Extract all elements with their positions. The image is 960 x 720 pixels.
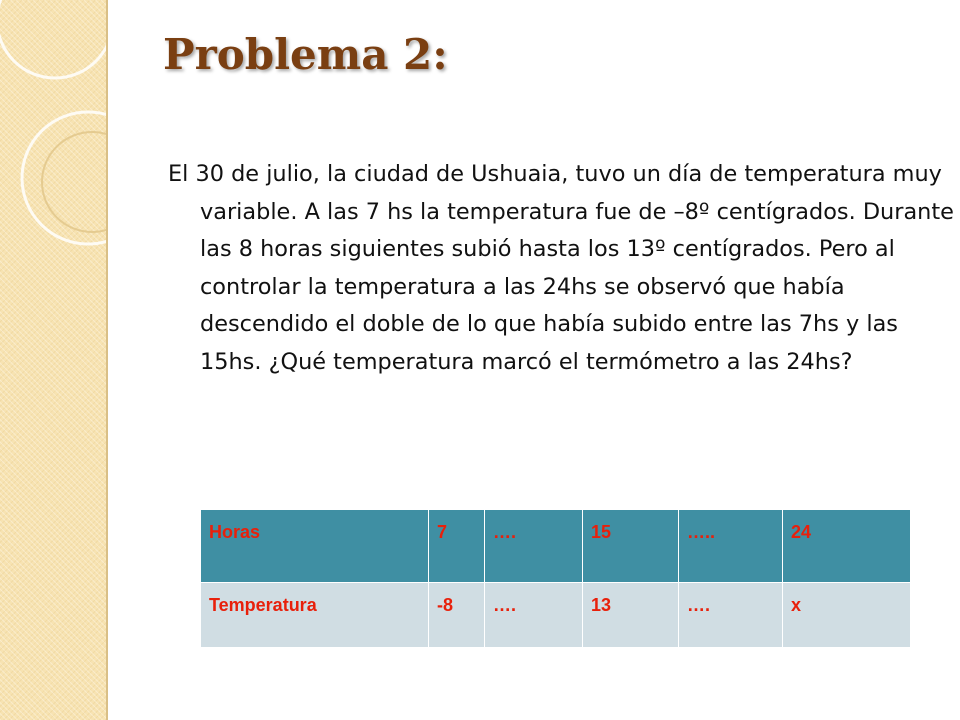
table-cell: x [783,583,911,648]
decorative-circles [0,0,106,720]
table-cell: 7 [429,510,485,583]
table-cell: -8 [429,583,485,648]
table-cell: …. [485,510,583,583]
table-cell: …. [679,583,783,648]
table-row-temperature [201,583,911,648]
problem-statement: El 30 de julio, la ciudad de Ushuaia, tuvo un día de temperatura muy variable. A las 7 hs la temperatura fue de –8º centígrados. Durante las 8 horas siguientes subió hasta los 13º centígrados. Pero al controlar la temperatura a las 24hs se observó que había descendido el doble de lo que había subido entre las 7hs y las 15hs. ¿Qué temperatura marcó el termómetro a las 24hs? [168,161,954,375]
table-cell: Temperatura [201,583,429,648]
temperature-table [200,509,911,648]
table-cell: 13 [583,583,679,648]
table-cell: 24 [783,510,911,583]
side-band-edge [106,0,108,720]
table-cell: 15 [583,510,679,583]
slide-title: Problema 2: [163,30,448,79]
decorative-side-band [0,0,106,720]
table-cell: ….. [679,510,783,583]
table-cell: Horas [201,510,429,583]
table-cell: …. [485,583,583,648]
table-row-hours [201,510,911,583]
